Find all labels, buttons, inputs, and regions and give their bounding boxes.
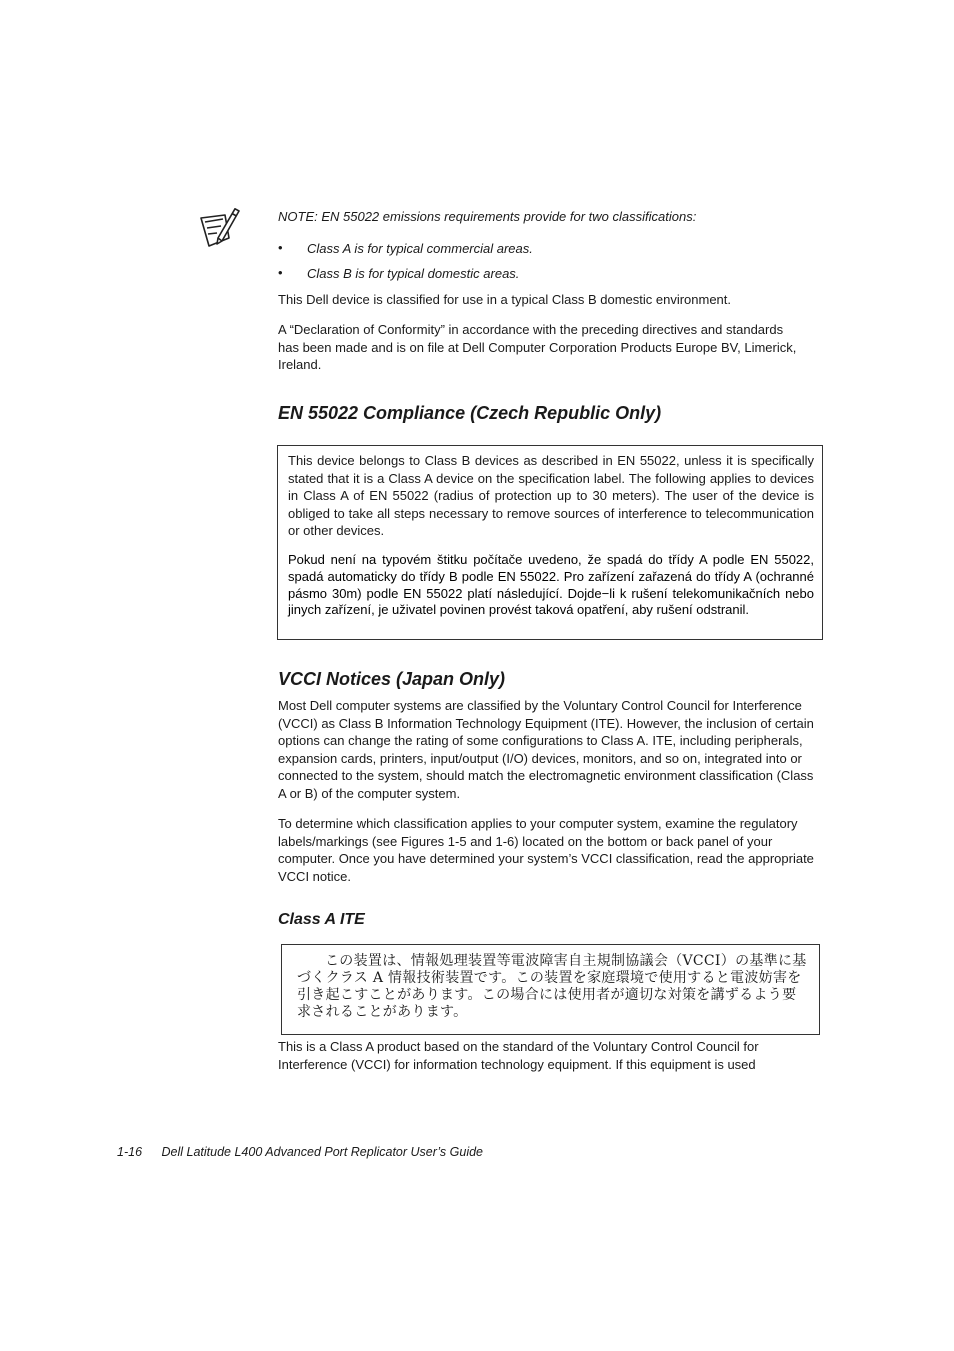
note-title: NOTE: EN 55022 emissions requirements provide for two classifications: — [278, 209, 697, 224]
class-a-paragraph: This is a Class A product based on the standard of the Voluntary Control Council for Interference (VCCI) for information technology equipment. If this equipment is used — [278, 1039, 759, 1072]
japanese-notice-text: この装置は、情報処理装置等電波障害自主規制協議会（VCCI）の基準に基づくクラス A 情報技術装置です。この装置を家庭環境で使用すると電波妨害を引き起こすことがあります。この場合には使用者が適切な対策を講ずるよう要求されることがあります。 — [297, 953, 807, 1020]
declaration-paragraph: A “Declaration of Conformity” in accordance with the preceding directives and standards has been made and is on file at Dell Computer Corporation Products Europe BV, Limerick, Ireland. — [278, 322, 797, 373]
czech-compliance-box — [277, 445, 823, 640]
page-number: 1-16 — [117, 1145, 143, 1159]
czech-english-paragraph: This device belongs to Class B devices as described in EN 55022, unless it is specifically stated that it is a Class A device on the specification label. The following applies to devices in Class A of EN 55022 (radius of protection up to 30 meters). The user of the device is obliged to take all steps necessary to remove sources of interference to telecommunication or other devices. — [288, 453, 814, 539]
bullet-icon: • — [278, 240, 283, 255]
vcci-paragraph-1: Most Dell computer systems are classified by the Voluntary Control Council for Interference (VCCI) as Class B Information Technology Equipment (ITE). However, the inclusion of certain options can change the rating of some configurations to Class A. ITE, including peripherals, expansion cards, printers, input/output (I/O) devices, monitors, and so on, integrated into or connected to the system, should match the electromagnetic environment classification (Class A or B) of the computer system. — [278, 698, 814, 801]
bullet-icon: • — [278, 265, 283, 280]
class-a-heading: Class A ITE — [278, 911, 365, 928]
pencil-note-icon — [199, 208, 241, 250]
classification-paragraph: This Dell device is classified for use in a typical Class B domestic environment. — [278, 292, 732, 307]
footer-title: Dell Latitude L400 Advanced Port Replicator User’s Guide — [161, 1145, 483, 1159]
vcci-paragraph-2: To determine which classification applies to your computer system, examine the regulatory labels/markings (see Figures 1-5 and 1-6) located on the bottom or back panel of your computer. Once you have determined your system’s VCCI classification, read the appropriate VCCI notice. — [278, 816, 814, 884]
vcci-heading: VCCI Notices (Japan Only) — [278, 669, 506, 689]
japanese-notice-box — [281, 944, 820, 1035]
bullet-text: Class B is for typical domestic areas. — [307, 266, 520, 281]
page-footer — [117, 1145, 483, 1159]
bullet-text: Class A is for typical commercial areas. — [307, 241, 533, 256]
czech-compliance-heading: EN 55022 Compliance (Czech Republic Only) — [278, 403, 662, 423]
czech-language-paragraph: Pokud není na typovém štitku počítače uvedeno, že spadá do třídy A podle EN 55022, spadá automaticky do třídy B podle EN 55022. Pro zařízení zařazená do třídy A (ochranné pásmo 30m) podle EN 55022 platí následující. Dojde−li k rušení telekomunikačních nebo jinych zařízení, je uživatel povinen provést taková opatření, aby rušení odstranil. — [288, 552, 814, 618]
